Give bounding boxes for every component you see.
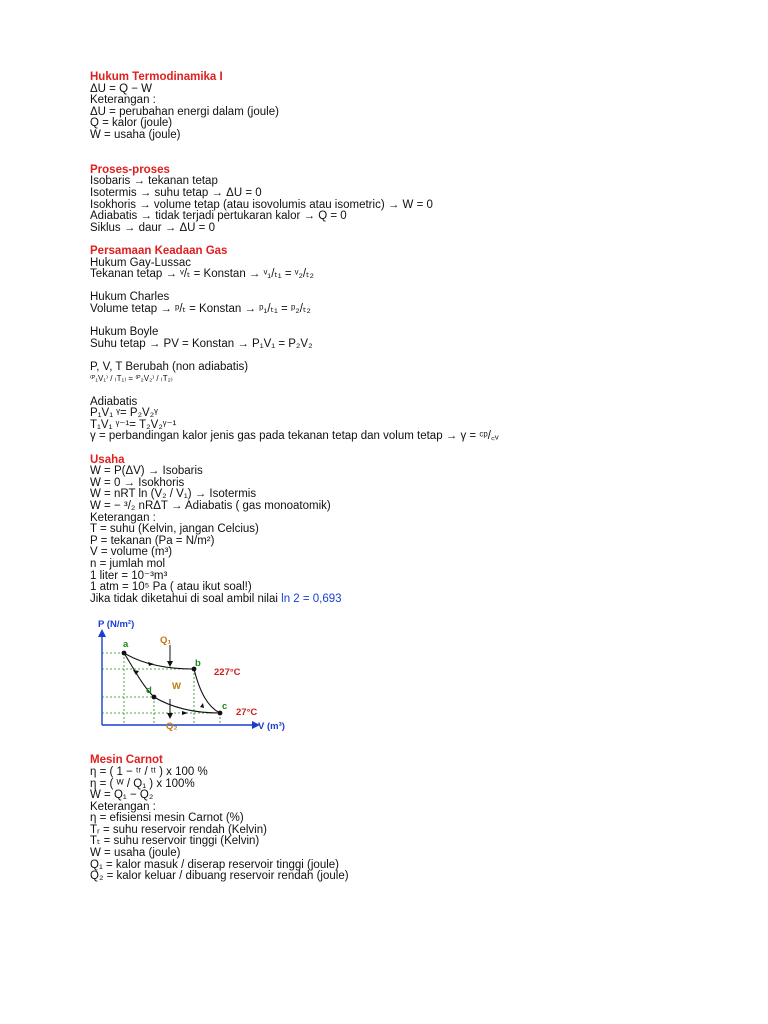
text-line: Hukum Boyle [90,326,159,339]
text-line: W = − ³/₂ nRΔT → Adiabatis ( gas monoatomik) [90,499,331,512]
pv-diagram [96,617,336,741]
text-line: γ = perbandingan kalor jenis gas pada tekanan tetap dan volum tetap → γ = ᶜᵖ/꜀ᵥ [90,430,499,443]
pv-diagram-svg [96,617,336,741]
text-line: η = ( 1 − ᵗʳ / ᵗᵗ ) x 100 % [90,765,208,778]
section-heading: Usaha [90,453,125,466]
label-q1: Q₁ [160,635,172,647]
text-line: W = Q₁ − Q₂ [90,789,154,802]
text-line: P = tekanan (Pa = N/m²) [90,534,215,547]
text-line: η = efisiensi mesin Carnot (%) [90,812,244,825]
text-prefix: Jika tidak diketahui di soal ambil nilai [90,592,282,605]
text-line: T₁V₁ ᵞ⁻¹= T₂V₂ᵞ⁻¹ [90,418,177,431]
text-line: Q₂ = kalor keluar / dibuang reservoir rendah (joule) [90,870,349,883]
text-line: W = usaha (joule) [90,847,181,860]
y-axis-label: P (N/m²) [98,619,135,631]
label-q2: Q₂ [166,721,178,733]
section-heading: Proses-proses [90,163,170,176]
text-line: Hukum Gay-Lussac [90,256,191,269]
label-t-high: 227°C [214,667,241,679]
text-line: Isotermis → suhu tetap → ΔU = 0 [90,186,262,199]
label-a: a [123,639,129,651]
text-line: W = usaha (joule) [90,128,181,141]
highlight-value: ln 2 = 0,693 [281,592,342,605]
text-line [90,594,750,606]
label-c: c [222,701,228,713]
guide-lines [102,653,220,725]
text-line: Q₁ = kalor masuk / diserap reservoir tinggi (joule) [90,858,339,871]
text-line: Isokhoris → volume tetap (atau isovolumis atau isometric) → W = 0 [90,198,433,211]
text-line: Suhu tetap → PV = Konstan → P₁V₁ = P₂V₂ [90,337,313,350]
point-d [152,695,157,700]
x-axis-label: V (m³) [258,721,285,733]
section-hukum-termodinamika [90,72,750,142]
text-line: Siklus → daur → ΔU = 0 [90,221,215,234]
text-line: Keterangan : [90,94,156,107]
text-line: 1 atm = 10⁵ Pa ( atau ikut soal!) [90,581,252,594]
text-line: 1 liter = 10⁻³m³ [90,569,168,582]
y-axis-arrow [98,629,106,637]
section-mesin-carnot [90,755,750,883]
text-line: Keterangan : [90,511,156,524]
text-line: Adiabatis → tidak terjadi pertukaran kalor → Q = 0 [90,210,347,223]
text-line: P₁V₁ ᵞ= P₂V₂ᵞ [90,407,158,420]
section-proses-proses [90,165,750,235]
text-line: ⁽ᴾ₁V₁⁾ / ₍T₁₎ = ⁽ᴾ₂V₂⁾ / ₍T₂₎ [90,374,173,384]
text-line: Tₜ = suhu reservoir tinggi (Kelvin) [90,835,260,848]
label-b: b [195,658,201,670]
section-heading: Mesin Carnot [90,754,163,767]
section-usaha [90,455,750,606]
isothermal-high [124,653,194,669]
text-line: Volume tetap → ᵖ/ₜ = Konstan → ᵖ₁/ₜ₁ = ᵖ₂/ₜ₂ [90,302,311,315]
text-line: ΔU = Q − W [90,82,152,95]
section-heading: Persamaan Keadaan Gas [90,244,228,257]
label-t-low: 27°C [236,707,258,719]
text-line: η = ( ᵂ / Q₁ ) x 100% [90,777,195,790]
section-persamaan-keadaan-gas [90,246,750,443]
point-a [122,651,127,656]
text-line: V = volume (m³) [90,546,173,559]
text-line: W = P(ΔV) → Isobaris [90,465,203,478]
text-line: Hukum Charles [90,291,170,304]
label-d: d [146,685,152,697]
document-page [90,72,750,883]
text-line: ΔU = perubahan energi dalam (joule) [90,105,279,118]
label-w: W [172,681,181,693]
text-line: Isobaris → tekanan tetap [90,175,218,188]
text-line: W = 0 → Isokhoris [90,476,185,489]
text-line: W = nRT ln (V₂ / V₁) → Isotermis [90,488,257,501]
text-line: P, V, T Berubah (non adiabatis) [90,360,249,373]
text-line: Keterangan : [90,800,156,813]
text-line: Tᵣ = suhu reservoir rendah (Kelvin) [90,823,267,836]
text-line: T = suhu (Kelvin, jangan Celcius) [90,523,259,536]
text-line: Adiabatis [90,395,138,408]
text-line: n = jumlah mol [90,557,166,570]
section-heading: Hukum Termodinamika I [90,71,223,83]
text-line: Tekanan tetap → ᵛ/ₜ = Konstan → ᵛ₁/ₜ₁ = ᵛ₂/ₜ₂ [90,268,314,281]
text-line: Q = kalor (joule) [90,117,173,130]
